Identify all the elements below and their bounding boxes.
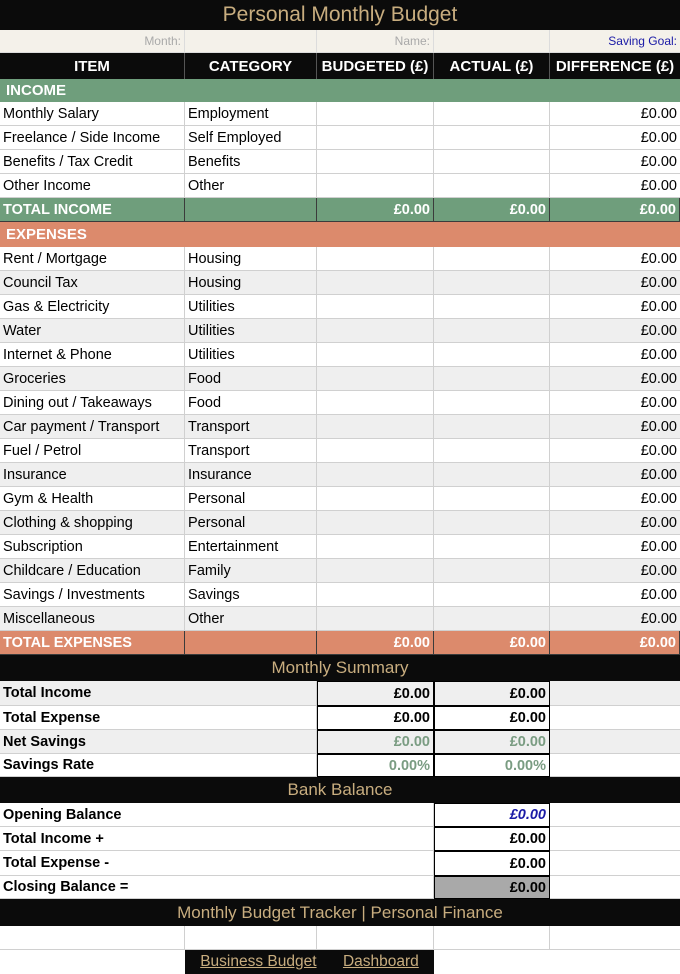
expense-budgeted-input[interactable]: [317, 607, 434, 631]
income-budgeted-input[interactable]: [317, 126, 434, 150]
summary-spacer: [550, 706, 680, 730]
expense-row: [0, 487, 680, 511]
expense-item: Car payment / Transport: [0, 415, 185, 439]
expense-category: Transport: [185, 439, 317, 463]
income-actual-input[interactable]: [434, 126, 550, 150]
expense-item: Gas & Electricity: [0, 295, 185, 319]
expense-item: Clothing & shopping: [0, 511, 185, 535]
month-input[interactable]: [185, 30, 317, 53]
expense-difference: £0.00: [550, 391, 680, 415]
expense-row: [0, 535, 680, 559]
expense-category: Transport: [185, 415, 317, 439]
expense-row: [0, 319, 680, 343]
sheet-title-text: Personal Monthly Budget: [222, 3, 458, 26]
month-label: Month:: [0, 30, 185, 53]
expense-budgeted-input[interactable]: [317, 439, 434, 463]
expense-item: Miscellaneous: [0, 607, 185, 631]
total-income-budgeted: £0.00: [317, 198, 434, 222]
footer-empty-row: [0, 926, 680, 950]
summary-label: Total Income: [0, 681, 317, 706]
expense-row: [0, 391, 680, 415]
income-section-header: [0, 79, 680, 102]
summary-spacer: [550, 681, 680, 706]
bank-row: [0, 851, 680, 876]
expense-budgeted-input[interactable]: [317, 367, 434, 391]
expense-row: [0, 247, 680, 271]
monthly-summary-title: Monthly Summary: [271, 658, 409, 677]
bank-label: Opening Balance: [0, 803, 434, 827]
income-row: [0, 126, 680, 150]
summary-row: [0, 681, 680, 706]
bank-value: £0.00: [434, 827, 550, 851]
expense-difference: £0.00: [550, 463, 680, 487]
expense-row: [0, 367, 680, 391]
expense-budgeted-input[interactable]: [317, 487, 434, 511]
summary-budgeted: £0.00: [317, 706, 434, 730]
summary-row: [0, 706, 680, 730]
expense-row: [0, 559, 680, 583]
expense-category: Insurance: [185, 463, 317, 487]
col-actual: ACTUAL (£): [434, 53, 550, 79]
summary-actual: 0.00%: [434, 754, 550, 777]
name-input[interactable]: [434, 30, 550, 53]
total-expenses-budgeted: £0.00: [317, 631, 434, 655]
expense-row: [0, 511, 680, 535]
income-category: Employment: [185, 102, 317, 126]
expense-row: [0, 415, 680, 439]
expense-actual-input[interactable]: [434, 439, 550, 463]
expense-row: [0, 463, 680, 487]
expense-actual-input[interactable]: [434, 271, 550, 295]
expense-difference: £0.00: [550, 271, 680, 295]
expense-item: Gym & Health: [0, 487, 185, 511]
expense-actual-input[interactable]: [434, 535, 550, 559]
expense-row: [0, 343, 680, 367]
bank-label: Total Income +: [0, 827, 434, 851]
summary-row: [0, 754, 680, 777]
total-income-category: [185, 198, 317, 222]
expense-item: Groceries: [0, 367, 185, 391]
expense-actual-input[interactable]: [434, 511, 550, 535]
bank-spacer: [550, 851, 680, 876]
expense-category: Savings: [185, 583, 317, 607]
meta-row: [0, 30, 680, 53]
income-item: Freelance / Side Income: [0, 126, 185, 150]
expense-item: Water: [0, 319, 185, 343]
summary-actual: £0.00: [434, 730, 550, 754]
col-item: ITEM: [0, 53, 185, 79]
expense-item: Childcare / Education: [0, 559, 185, 583]
expense-budgeted-input[interactable]: [317, 535, 434, 559]
summary-row: [0, 730, 680, 754]
income-difference: £0.00: [550, 150, 680, 174]
expense-item: Insurance: [0, 463, 185, 487]
expense-actual-input[interactable]: [434, 559, 550, 583]
expense-actual-input[interactable]: [434, 415, 550, 439]
summary-budgeted: £0.00: [317, 730, 434, 754]
sheet-title: [0, 0, 680, 30]
expense-row: [0, 607, 680, 631]
total-expenses-difference: £0.00: [550, 631, 680, 655]
bank-spacer: [550, 827, 680, 851]
expense-category: Personal: [185, 511, 317, 535]
bank-label: Total Expense -: [0, 851, 434, 876]
bank-row: [0, 803, 680, 827]
expense-difference: £0.00: [550, 439, 680, 463]
summary-spacer: [550, 730, 680, 754]
col-difference: DIFFERENCE (£): [555, 57, 675, 75]
expense-budgeted-input[interactable]: [317, 511, 434, 535]
bank-balance-title: Bank Balance: [287, 780, 393, 799]
col-category: CATEGORY: [185, 53, 317, 79]
income-row: [0, 150, 680, 174]
summary-budgeted: 0.00%: [317, 754, 434, 777]
expense-category: Other: [185, 607, 317, 631]
total-expenses-actual: £0.00: [434, 631, 550, 655]
expense-budgeted-input[interactable]: [317, 319, 434, 343]
bank-spacer: [550, 803, 680, 827]
expense-difference: £0.00: [550, 343, 680, 367]
expense-budgeted-input[interactable]: [317, 415, 434, 439]
expense-category: Housing: [185, 247, 317, 271]
income-item: Benefits / Tax Credit: [0, 150, 185, 174]
expense-difference: £0.00: [550, 487, 680, 511]
expense-actual-input[interactable]: [434, 367, 550, 391]
summary-spacer: [550, 754, 680, 777]
summary-actual: £0.00: [434, 706, 550, 730]
expense-category: Personal: [185, 487, 317, 511]
income-item: Other Income: [0, 174, 185, 198]
expense-difference: £0.00: [550, 559, 680, 583]
expense-difference: £0.00: [550, 247, 680, 271]
income-item: Monthly Salary: [0, 102, 185, 126]
total-income-row: [0, 198, 680, 222]
expense-actual-input[interactable]: [434, 607, 550, 631]
expense-item: Dining out / Takeaways: [0, 391, 185, 415]
expense-difference: £0.00: [550, 367, 680, 391]
dashboard-link[interactable]: Dashboard: [342, 953, 419, 970]
expense-difference: £0.00: [550, 295, 680, 319]
expense-row: [0, 295, 680, 319]
income-budgeted-input[interactable]: [317, 150, 434, 174]
expense-row: [0, 583, 680, 607]
expense-budgeted-input[interactable]: [317, 271, 434, 295]
summary-actual: £0.00: [434, 681, 550, 706]
expense-category: Utilities: [185, 343, 317, 367]
expense-actual-input[interactable]: [434, 391, 550, 415]
income-difference: £0.00: [550, 126, 680, 150]
expense-category: Housing: [185, 271, 317, 295]
expense-category: Entertainment: [185, 535, 317, 559]
name-label: Name:: [317, 30, 434, 53]
total-income-label: TOTAL INCOME: [0, 198, 185, 222]
total-income-actual: £0.00: [434, 198, 550, 222]
income-actual-input[interactable]: [434, 174, 550, 198]
summary-label: Net Savings: [0, 730, 317, 754]
expense-budgeted-input[interactable]: [317, 559, 434, 583]
expense-category: Utilities: [185, 295, 317, 319]
income-budgeted-input[interactable]: [317, 102, 434, 126]
expense-item: Savings / Investments: [0, 583, 185, 607]
footer-banner: [0, 899, 680, 926]
expense-difference: £0.00: [550, 607, 680, 631]
income-row: [0, 102, 680, 126]
summary-label: Total Expense: [0, 706, 317, 730]
monthly-summary-header: [0, 655, 680, 681]
expense-category: Food: [185, 391, 317, 415]
expense-budgeted-input[interactable]: [317, 391, 434, 415]
nav-links: [185, 950, 434, 974]
col-budgeted: BUDGETED (£): [317, 53, 434, 79]
income-budgeted-input[interactable]: [317, 174, 434, 198]
bank-row: [0, 827, 680, 851]
expense-item: Subscription: [0, 535, 185, 559]
expense-difference: £0.00: [550, 319, 680, 343]
expense-difference: £0.00: [550, 511, 680, 535]
income-category: Self Employed: [185, 126, 317, 150]
summary-label: Savings Rate: [0, 754, 317, 777]
expense-budgeted-input[interactable]: [317, 583, 434, 607]
income-category: Benefits: [185, 150, 317, 174]
expense-row: [0, 271, 680, 295]
saving-goal-label: Saving Goal:: [550, 30, 680, 53]
expense-item: Fuel / Petrol: [0, 439, 185, 463]
income-difference: £0.00: [550, 174, 680, 198]
total-income-difference: £0.00: [550, 198, 680, 222]
expense-category: Utilities: [185, 319, 317, 343]
expense-actual-input[interactable]: [434, 247, 550, 271]
total-expenses-row: [0, 631, 680, 655]
expense-actual-input[interactable]: [434, 463, 550, 487]
total-expenses-category: [185, 631, 317, 655]
business-budget-link[interactable]: Business Budget: [200, 953, 317, 970]
summary-budgeted: £0.00: [317, 681, 434, 706]
bank-spacer: [550, 876, 680, 899]
opening-balance-input[interactable]: £0.00: [434, 803, 550, 827]
expense-actual-input[interactable]: [434, 319, 550, 343]
bank-row: [0, 876, 680, 899]
expense-budgeted-input[interactable]: [317, 247, 434, 271]
expense-difference: £0.00: [550, 415, 680, 439]
bank-value: £0.00: [434, 876, 550, 899]
income-section-label: INCOME: [6, 82, 66, 99]
expense-budgeted-input[interactable]: [317, 343, 434, 367]
expense-category: Food: [185, 367, 317, 391]
expenses-section-label: EXPENSES: [6, 226, 87, 243]
expense-actual-input[interactable]: [434, 487, 550, 511]
expense-item: Rent / Mortgage: [0, 247, 185, 271]
expenses-section-header: [0, 222, 680, 247]
income-row: [0, 174, 680, 198]
expense-budgeted-input[interactable]: [317, 295, 434, 319]
expense-item: Internet & Phone: [0, 343, 185, 367]
income-difference: £0.00: [550, 102, 680, 126]
bank-label: Closing Balance =: [0, 876, 434, 899]
expense-item: Council Tax: [0, 271, 185, 295]
total-expenses-label: TOTAL EXPENSES: [0, 631, 185, 655]
expense-actual-input[interactable]: [434, 583, 550, 607]
expense-row: [0, 439, 680, 463]
bank-balance-header: [0, 777, 680, 803]
expense-actual-input[interactable]: [434, 295, 550, 319]
expense-budgeted-input[interactable]: [317, 463, 434, 487]
income-actual-input[interactable]: [434, 102, 550, 126]
bank-value: £0.00: [434, 851, 550, 876]
income-category: Other: [185, 174, 317, 198]
expense-difference: £0.00: [550, 535, 680, 559]
expense-difference: £0.00: [550, 583, 680, 607]
income-actual-input[interactable]: [434, 150, 550, 174]
footer-title: Monthly Budget Tracker | Personal Finance: [177, 902, 503, 922]
expense-actual-input[interactable]: [434, 343, 550, 367]
expense-category: Family: [185, 559, 317, 583]
column-header-row: [0, 53, 680, 79]
